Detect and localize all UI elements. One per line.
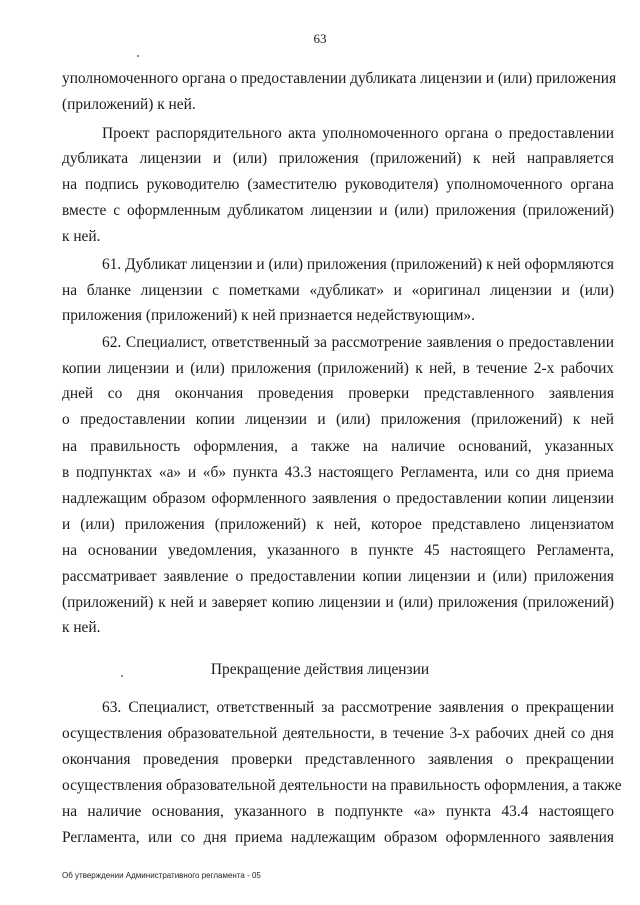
section-heading: Прекращение действия лицензии: [210, 661, 430, 678]
scan-speck: [137, 55, 139, 57]
text-line: копии лицензии и (или) приложения (приложений) к ней, в течение 2-х рабочих: [62, 360, 614, 377]
text-line: дней со дня окончания проведения проверки представленного заявления: [62, 385, 614, 402]
text-line: в подпунктах «а» и «б» пункта 43.3 настоящего Регламента, или со дня приема: [62, 464, 614, 481]
text-line: осуществления образовательной деятельности на правильность оформления, а также: [62, 777, 622, 794]
text-line: окончания проведения проверки представленного заявления о прекращении: [62, 751, 614, 768]
text-line: (приложений) к ней и заверяет копию лицензии и (или) приложения (приложений): [62, 594, 614, 611]
page-number: 63: [313, 31, 327, 46]
text-line: уполномоченного органа о предоставлении дубликата лицензии и (или) приложения: [62, 70, 617, 87]
text-line: приложения (приложений) к ней признается недействующим».: [62, 307, 475, 324]
text-line: надлежащим образом оформленного заявления о предоставлении копии лицензии: [62, 490, 614, 507]
text-line: дубликата лицензии и (или) приложения (приложений) к ней направляется: [62, 150, 614, 167]
text-line: и (или) приложения (приложений) к ней, которое представлено лицензиатом: [62, 516, 614, 533]
text-line: (приложений) к ней.: [62, 96, 196, 113]
text-line: рассматривает заявление о предоставлении копии лицензии и (или) приложения: [62, 568, 614, 585]
footer-note: Об утверждении Административного регламента - 05: [62, 871, 261, 880]
text-line: Проект распорядительного акта уполномоченного органа о предоставлении: [102, 125, 614, 142]
scan-speck: [121, 675, 123, 677]
text-line: на бланке лицензии с пометками «дубликат» и «оригинал лицензии и (или): [62, 282, 614, 299]
text-line: на правильность оформления, а также на наличие оснований, указанных: [62, 438, 614, 455]
text-line: 63. Специалист, ответственный за рассмотрение заявления о прекращении: [102, 699, 614, 716]
text-line: 62. Специалист, ответственный за рассмотрение заявления о предоставлении: [102, 334, 614, 351]
text-line: вместе с оформленным дубликатом лицензии и (или) приложения (приложений): [62, 202, 614, 219]
text-line: на подпись руководителю (заместителю руководителя) уполномоченного органа: [62, 176, 614, 193]
text-line: к ней.: [62, 228, 101, 245]
text-line: на наличие основания, указанного в подпункте «а» пункта 43.4 настоящего: [62, 803, 614, 820]
text-line: Регламента, или со дня приема надлежащим образом оформленного заявления: [62, 829, 614, 846]
text-line: на основании уведомления, указанного в пункте 45 настоящего Регламента,: [62, 542, 614, 559]
text-line: осуществления образовательной деятельности, в течение 3-х рабочих дней со дня: [62, 725, 614, 742]
text-line: о предоставлении копии лицензии и (или) приложения (приложений) к ней: [62, 411, 614, 428]
text-line: к ней.: [62, 619, 101, 636]
text-line: 61. Дубликат лицензии и (или) приложения (приложений) к ней оформляются: [102, 256, 614, 273]
